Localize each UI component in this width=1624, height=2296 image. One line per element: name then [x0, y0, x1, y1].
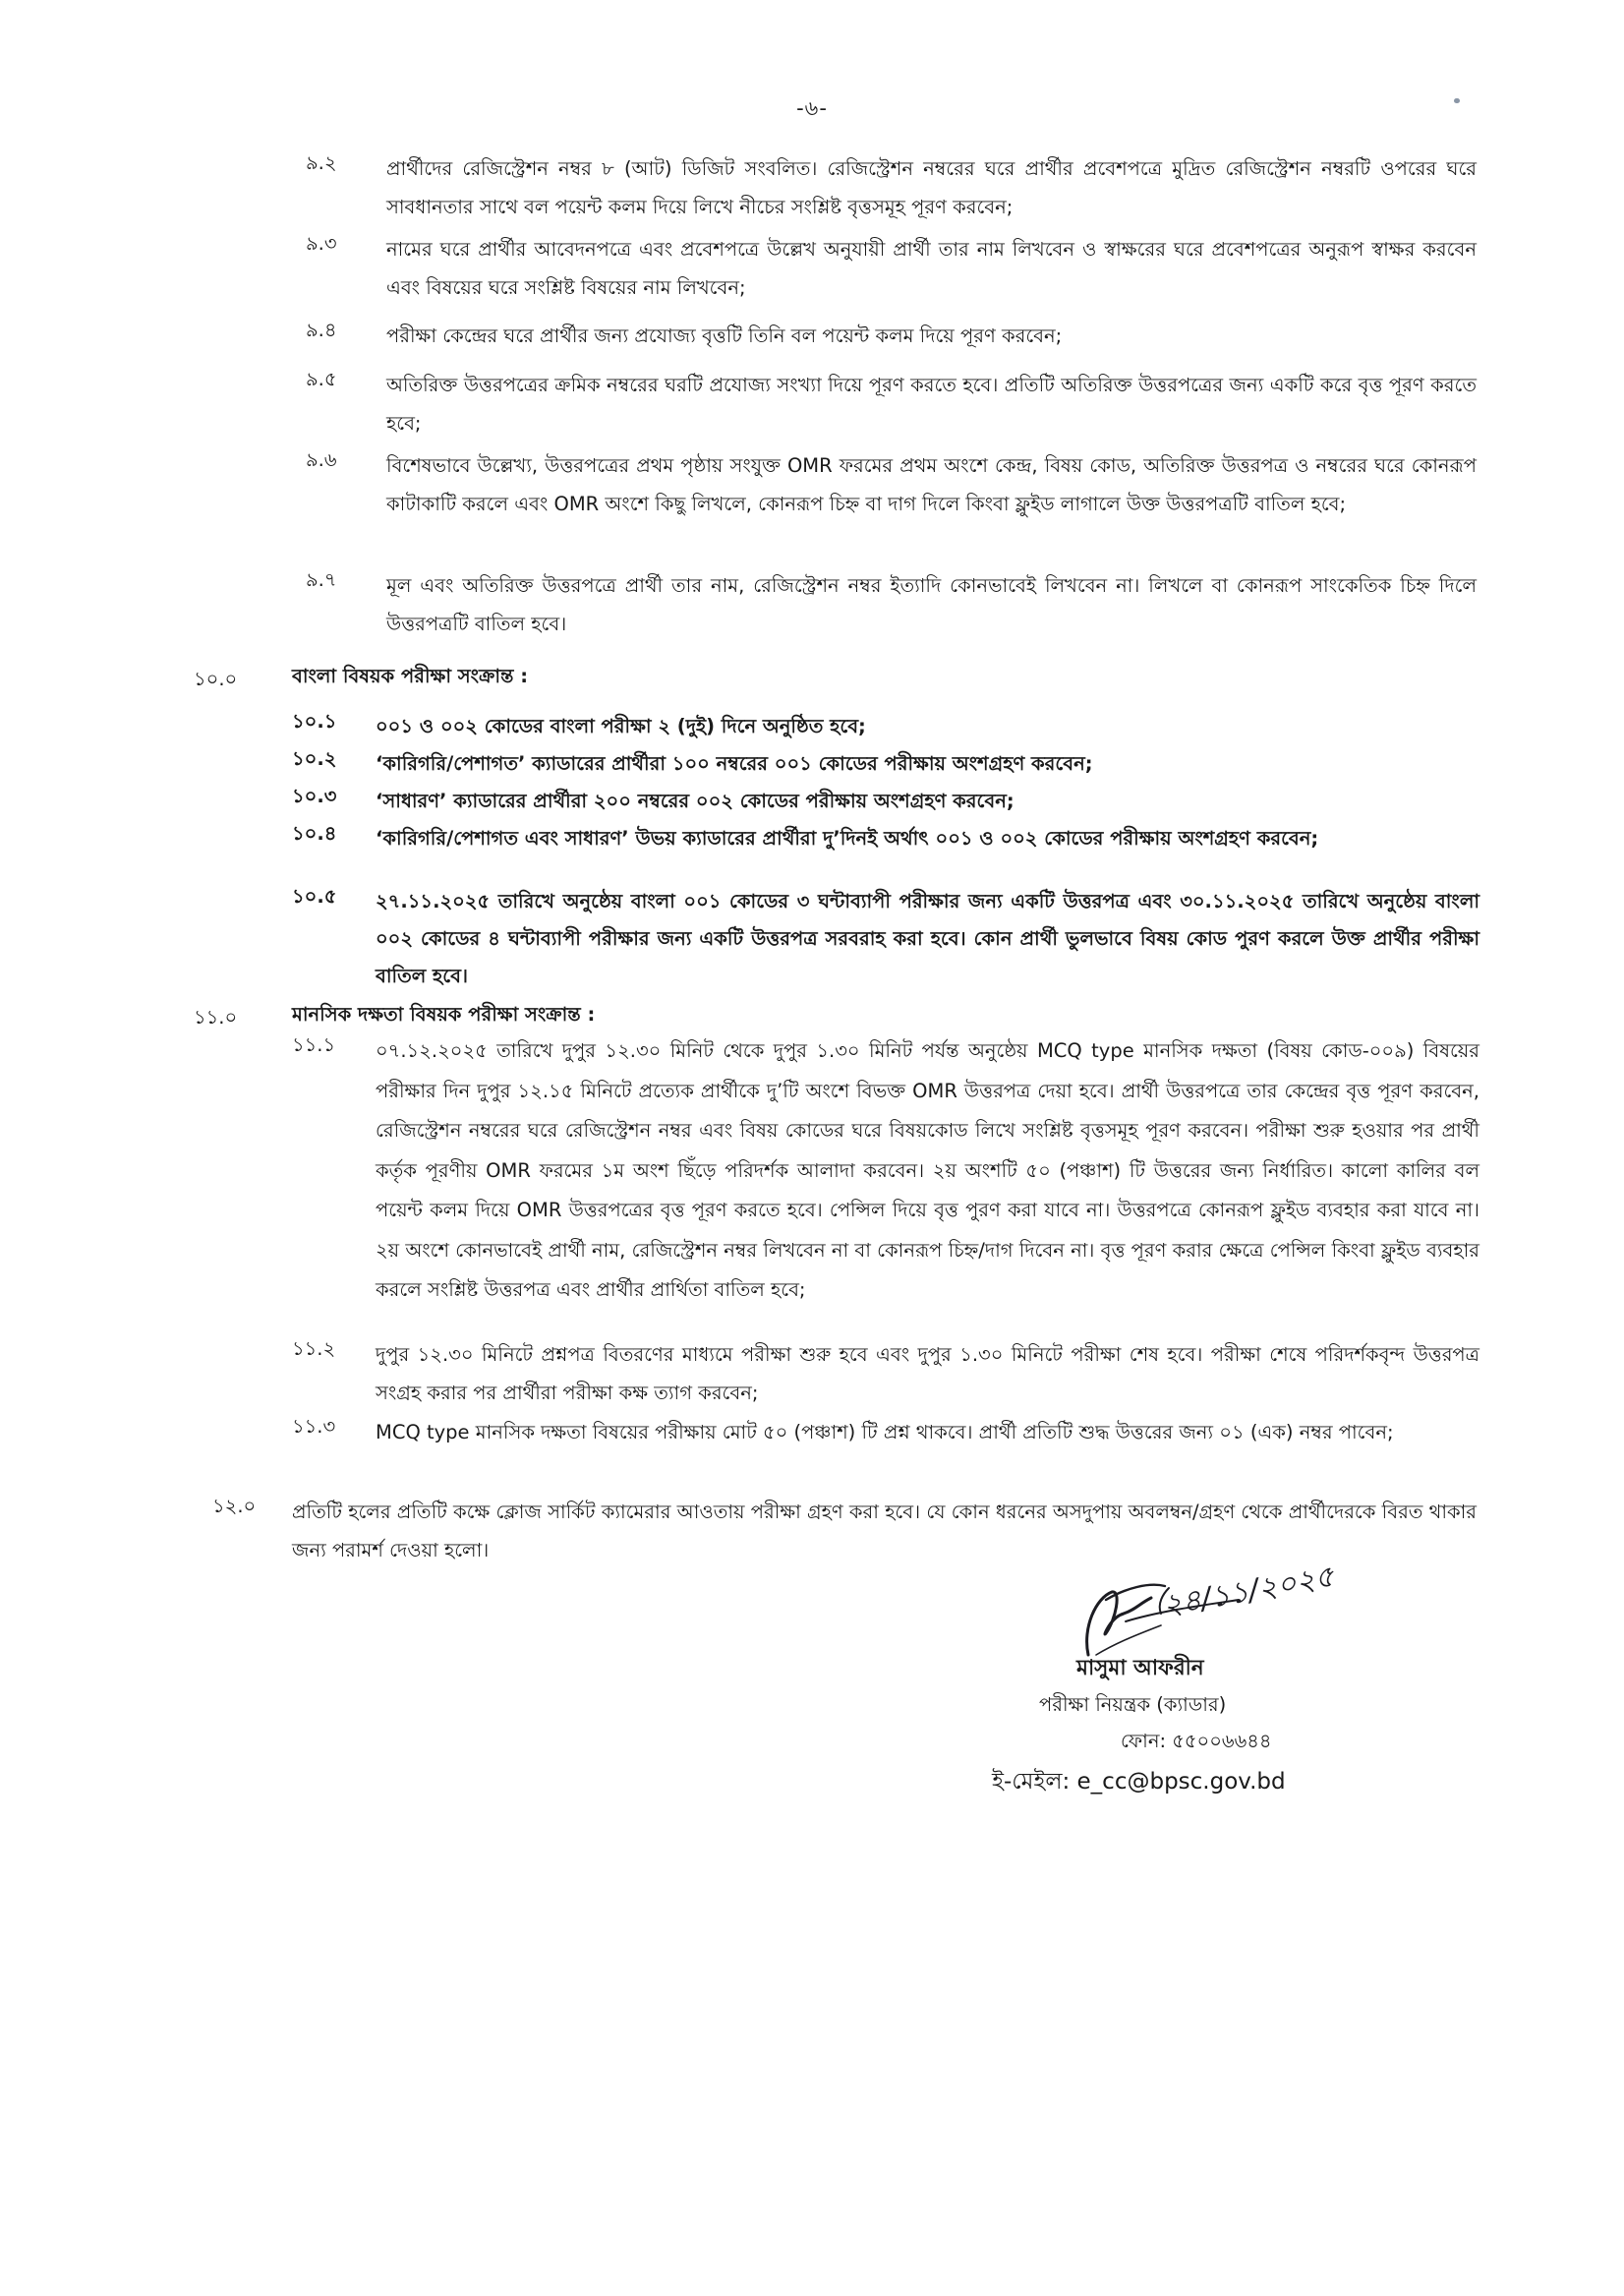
item-text: দুপুর ১২.৩০ মিনিটে প্রশ্নপত্র বিতরণের মাধ্যমে পরীক্ষা শুরু হবে এবং দুপুর ১.৩০ মিনিটে পরীক্ষা শেষ হবে। পরীক্ষা শেষে পরিদর্শকবৃন্দ উত্তরপত্র সংগ্রহ করার পর প্রার্থীরা পরীক্ষা কক্ষ ত্যাগ করবেন; [376, 1343, 1479, 1404]
scan-dot [1454, 98, 1460, 103]
handwritten-signature [1067, 1549, 1401, 1667]
item-text: প্রার্থীদের রেজিস্ট্রেশন নম্বর ৮ (আট) ডিজিট সংবলিত। রেজিস্ট্রেশন নম্বরের ঘরে প্রার্থীর প্রবেশপত্রে মুদ্রিত রেজিস্ট্রেশন নম্বরটি ওপরের ঘরে সাবধানতার সাথে বল পয়েন্ট কলম দিয়ে লিখে নীচের সংশ্লিষ্ট বৃত্তসমূহ পূরণ করবেন; [386, 157, 1477, 218]
section-12-number: ১২.০ [212, 1495, 257, 1517]
item-number: ৯.৩ [306, 232, 337, 255]
signatory-name: মাসুমা আফরীন [1076, 1656, 1204, 1680]
signatory-designation: পরীক্ষা নিয়ন্ত্রক (ক্যাডার) [1039, 1693, 1227, 1716]
item-text: MCQ type মানসিক দক্ষতা বিষয়ের পরীক্ষায় মোট ৫০ (পঞ্চাশ) টি প্রশ্ন থাকবে। প্রার্থী প্রতিটি শুদ্ধ উত্তরের জন্য ০১ (এক) নম্বর পাবেন; [376, 1421, 1394, 1443]
signature-date-text: ২৪/১১/২০২৫ [1160, 1559, 1337, 1623]
item-number: ১০.৫ [292, 885, 337, 908]
item-text: মূল এবং অতিরিক্ত উত্তরপত্রে প্রার্থী তার নাম, রেজিস্ট্রেশন নম্বর ইত্যাদি কোনভাবেই লিখবেন না। লিখলে বা কোনরূপ সাংকেতিক চিহ্ন দিলে উত্তরপত্রটি বাতিল হবে। [386, 574, 1477, 635]
item-number: ১০.২ [292, 747, 337, 770]
item-text: ০৭.১২.২০২৫ তারিখে দুপুর ১২.৩০ মিনিট থেকে দুপুর ১.৩০ মিনিট পর্যন্ত অনুষ্ঠেয় MCQ type মানসিক দক্ষতা (বিষয় কোড-০০৯) বিষয়ের পরীক্ষার দিন দুপুর ১২.১৫ মিনিটে প্রত্যেক প্রার্থীকে দু’টি অংশে বিভক্ত OMR উত্তরপত্র দেয়া হবে। প্রার্থী উত্তরপত্রে তার কেন্দ্রের বৃত্ত পূরণ করবেন, রেজিস্ট্রেশন নম্বরের ঘরে রেজিস্ট্রেশন নম্বর এবং বিষয় কোডের ঘরে বিষয়কোড লিখে সংশ্লিষ্ট বৃত্তসমূহ পূরণ করবেন। পরীক্ষা শুরু হওয়ার পর প্রার্থী কর্তৃক পূরণীয় OMR ফরমের ১ম অংশ ছিঁড়ে পরিদর্শক আলাদা করবেন। ২য় অংশটি ৫০ (পঞ্চাশ) টি উত্তরের জন্য নির্ধারিত। কালো কালির বল পয়েন্ট কলম দিয়ে OMR উত্তরপত্রের বৃত্ত পূরণ করতে হবে। পেন্সিল দিয়ে বৃত্ত পুরণ করা যাবে না। উত্তরপত্রে কোনরূপ ফ্লুইড ব্যবহার করা যাবে না। ২য় অংশে কোনভাবেই প্রার্থী নাম, রেজিস্ট্রেশন নম্বর লিখবেন না বা কোনরূপ চিহ্ন/দাগ দিবেন না। বৃত্ত পূরণ করার ক্ষেত্রে পেন্সিল কিংবা ফ্লুইড ব্যবহার করলে সংশ্লিষ্ট উত্তরপত্র এবং প্রার্থীর প্রার্থিতা বাতিল হবে; [376, 1039, 1479, 1301]
item-number: ৯.২ [306, 151, 337, 174]
section-11-number: ১১.০ [194, 1006, 238, 1029]
item-text: নামের ঘরে প্রার্থীর আবেদনপত্রে এবং প্রবেশপত্রে উল্লেখ অনুযায়ী প্রার্থী তার নাম লিখবেন ও স্বাক্ষরের ঘরে প্রবেশপত্রের অনুরূপ স্বাক্ষর করবেন এবং বিষয়ের ঘরে সংশ্লিষ্ট বিষয়ের নাম লিখবেন; [386, 238, 1477, 299]
section-10-title: বাংলা বিষয়ক পরীক্ষা সংক্রান্ত : [292, 665, 529, 687]
item-text: ০০১ ও ০০২ কোডের বাংলা পরীক্ষা ২ (দুই) দিনে অনুষ্ঠিত হবে; [376, 715, 866, 737]
item-number: ১১.২ [292, 1337, 336, 1360]
item-number: ১১.১ [292, 1033, 336, 1056]
item-number: ৯.৫ [306, 368, 337, 390]
section-10-number: ১০.০ [194, 668, 238, 690]
section-11-title: মানসিক দক্ষতা বিষয়ক পরীক্ষা সংক্রান্ত : [292, 1003, 596, 1026]
item-text: অতিরিক্ত উত্তরপত্রের ক্রমিক নম্বরের ঘরটি প্রযোজ্য সংখ্যা দিয়ে পূরণ করতে হবে। প্রতিটি অতিরিক্ত উত্তরপত্রের জন্য একটি করে বৃত্ত পূরণ করতে হবে; [386, 374, 1477, 435]
item-text: ‘কারিগরি/পেশাগত এবং সাধারণ’ উভয় ক্যাডারের প্রার্থীরা দু’দিনই অর্থাৎ ০০১ ও ০০২ কোডের পরীক্ষায় অংশগ্রহণ করবেন; [376, 827, 1319, 850]
item-number: ৯.৬ [306, 448, 337, 471]
item-number: ১০.১ [292, 710, 337, 733]
section-12-text: প্রতিটি হলের প্রতিটি কক্ষে ক্লোজ সার্কিট ক্যামেরার আওতায় পরীক্ষা গ্রহণ করা হবে। যে কোন ধরনের অসদুপায় অবলম্বন/গ্রহণ থেকে প্রার্থীদেরকে বিরত থাকার জন্য পরামর্শ দেওয়া হলো। [292, 1501, 1477, 1561]
item-text: বিশেষভাবে উল্লেখ্য, উত্তরপত্রের প্রথম পৃষ্ঠায় সংযুক্ত OMR ফরমের প্রথম অংশে কেন্দ্র, বিষয় কোড, অতিরিক্ত উত্তরপত্র ও নম্বরের ঘরে কোনরূপ কাটাকাটি করলে এবং OMR অংশে কিছু লিখলে, কোনরূপ চিহ্ন বা দাগ দিলে কিংবা ফ্লুইড লাগালে উক্ত উত্তরপত্রটি বাতিল হবে; [386, 454, 1477, 515]
item-number: ১১.৩ [292, 1415, 336, 1438]
item-number: ১০.৩ [292, 785, 337, 807]
item-number: ৯.৪ [306, 319, 337, 341]
page-number: -৬- [796, 96, 828, 120]
item-text: ২৭.১১.২০২৫ তারিখে অনুষ্ঠেয় বাংলা ০০১ কোডের ৩ ঘন্টাব্যাপী পরীক্ষার জন্য একটি উত্তরপত্র এবং ৩০.১১.২০২৫ তারিখে অনুষ্ঠেয় বাংলা ০০২ কোডের ৪ ঘন্টাব্যাপী পরীক্ষার জন্য একটি উত্তরপত্র সরবরাহ করা হবে। কোন প্রার্থী ভুলভাবে বিষয় কোড পুরণ করলে উক্ত প্রার্থীর পরীক্ষা বাতিল হবে। [376, 890, 1479, 987]
item-number: ১০.৪ [292, 822, 337, 845]
item-text: ‘সাধারণ’ ক্যাডারের প্রার্থীরা ২০০ নম্বরের ০০২ কোডের পরীক্ষায় অংশগ্রহণ করবেন; [376, 790, 1015, 812]
item-text: পরীক্ষা কেন্দ্রের ঘরে প্রার্থীর জন্য প্রযোজ্য বৃত্তটি তিনি বল পয়েন্ট কলম দিয়ে পূরণ করবেন; [386, 324, 1063, 347]
item-text: ‘কারিগরি/পেশাগত’ ক্যাডারের প্রার্থীরা ১০০ নম্বরের ০০১ কোডের পরীক্ষায় অংশগ্রহণ করবেন; [376, 752, 1093, 775]
item-number: ৯.৭ [306, 568, 337, 591]
signatory-phone: ফোন: ৫৫০০৬৬৪৪ [1121, 1730, 1272, 1752]
signatory-email: ই-মেইল: e_cc@bpsc.gov.bd [992, 1769, 1286, 1795]
